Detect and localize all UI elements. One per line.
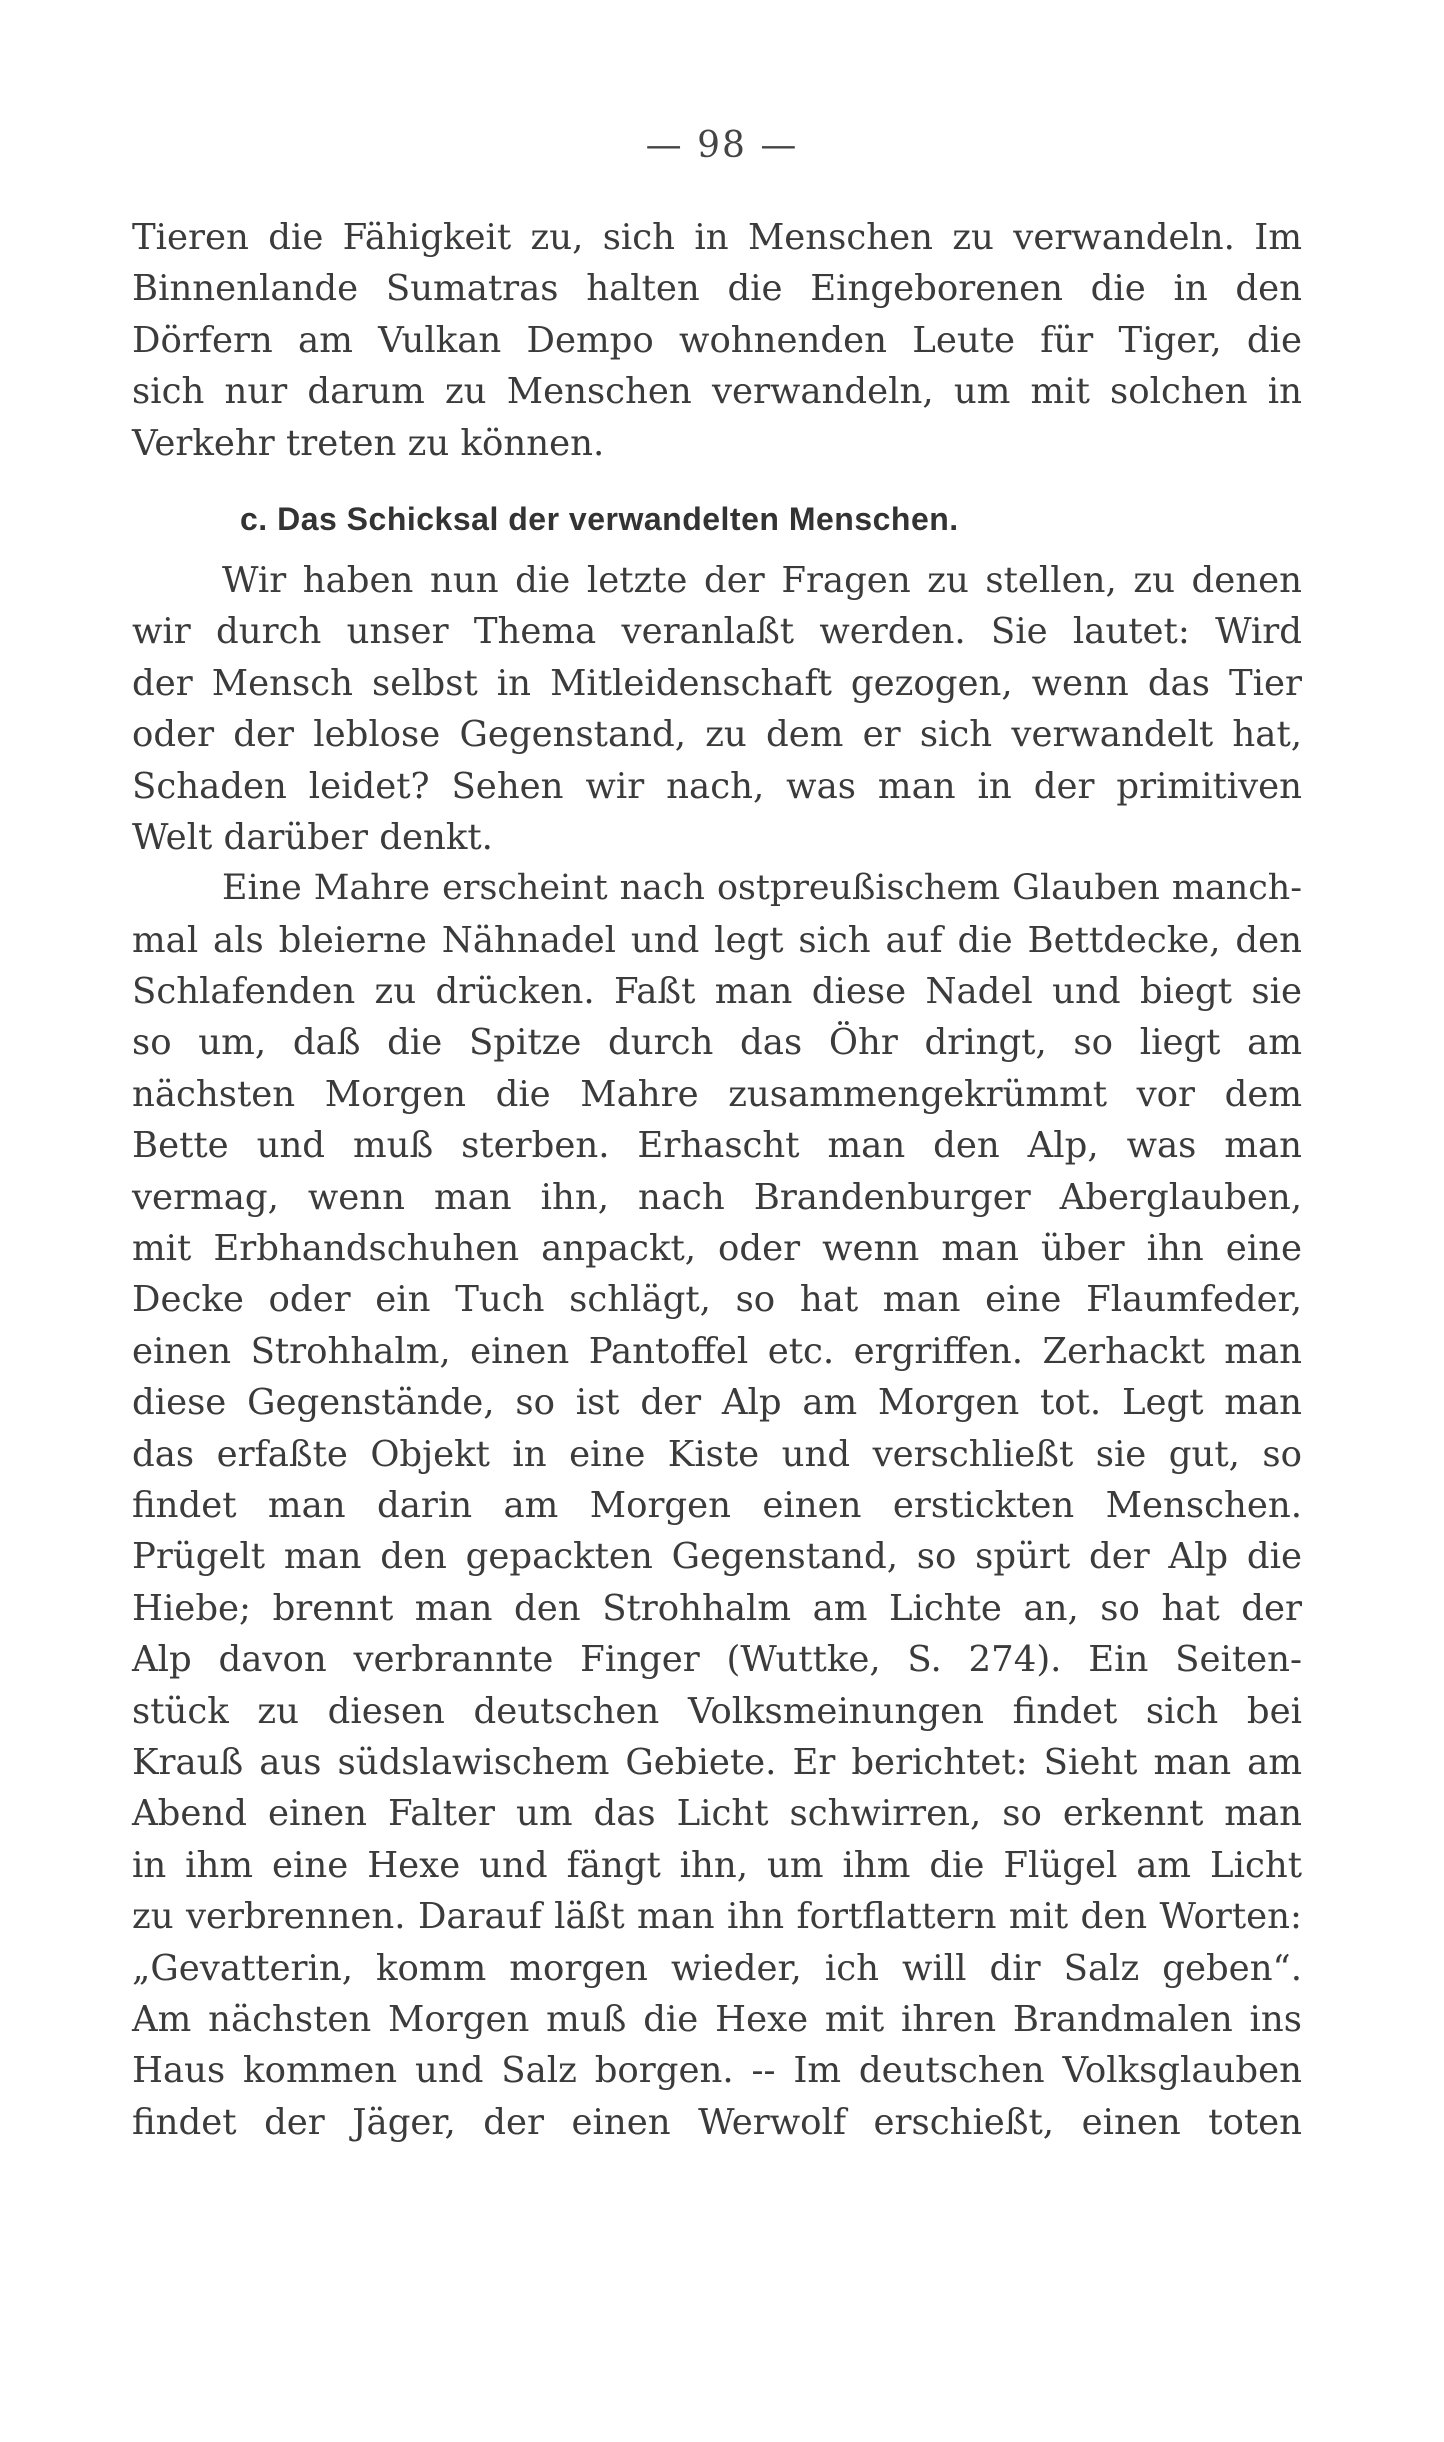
text-line: wir durch unser Thema veranlaßt werden. Sie lautet: Wird bbox=[132, 611, 1302, 653]
text-line: Schlafenden zu drücken. Faßt man diese Nadel und biegt sie bbox=[132, 971, 1302, 1013]
text-line: Abend einen Falter um das Licht schwirren, so erkennt man bbox=[132, 1793, 1302, 1835]
paragraph-1 bbox=[132, 212, 1302, 469]
text-line: Alp davon verbrannte Finger (Wuttke, S. 274). Ein Seiten- bbox=[132, 1639, 1302, 1681]
text-line: mit Erbhandschuhen anpackt, oder wenn man über ihn eine bbox=[132, 1228, 1302, 1270]
text-line: vermag, wenn man ihn, nach Brandenburger Aberglauben, bbox=[132, 1176, 1302, 1218]
text-line: Bette und muß sterben. Erhascht man den Alp, was man bbox=[132, 1125, 1302, 1167]
text-line: Dörfern am Vulkan Dempo wohnenden Leute für Tiger, die bbox=[132, 319, 1302, 361]
text-line: sich nur darum zu Menschen verwandeln, um mit solchen in bbox=[132, 371, 1302, 413]
text-line: Prügelt man den gepackten Gegenstand, so spürt der Alp die bbox=[132, 1536, 1302, 1578]
text-line: einen Strohhalm, einen Pantoffel etc. ergriffen. Zerhackt man bbox=[132, 1330, 1302, 1372]
text-line: Wir haben nun die letzte der Fragen zu stellen, zu denen bbox=[222, 559, 1302, 601]
text-line: Decke oder ein Tuch schlägt, so hat man eine Flaumfeder, bbox=[132, 1279, 1302, 1321]
text-line: der Mensch selbst in Mitleidenschaft gezogen, wenn das Tier bbox=[132, 662, 1302, 704]
text-line: diese Gegenstände, so ist der Alp am Morgen tot. Legt man bbox=[132, 1382, 1302, 1424]
page-number: — 98 — bbox=[645, 125, 799, 166]
text-line: Haus kommen und Salz borgen. -- Im deutschen Volksglauben bbox=[132, 2050, 1302, 2092]
text-line: Tieren die Fähigkeit zu, sich in Menschen zu verwandeln. Im bbox=[132, 217, 1302, 258]
text-line: Verkehr treten zu können. bbox=[132, 422, 605, 464]
text-line: oder der leblose Gegenstand, zu dem er sich verwandelt hat, bbox=[132, 714, 1302, 756]
text-line: zu verbrennen. Darauf läßt man ihn fortflattern mit den Worten: bbox=[132, 1896, 1302, 1938]
text-line: Eine Mahre erscheint nach ostpreußischem Glauben manch- bbox=[222, 868, 1302, 909]
paragraph-3 bbox=[132, 863, 1302, 2148]
text-line: Hiebe; brennt man den Strohhalm am Lichte an, so hat der bbox=[132, 1587, 1302, 1629]
text-line: stück zu diesen deutschen Volksmeinungen findet sich bei bbox=[132, 1690, 1302, 1732]
text-line: das erfaßte Objekt in eine Kiste und verschließt sie gut, so bbox=[132, 1433, 1302, 1475]
text-line: Krauß aus südslawischem Gebiete. Er berichtet: Sieht man am bbox=[132, 1741, 1302, 1783]
section-heading: c. Das Schicksal der verwandelten Menschen. bbox=[240, 500, 959, 537]
text-line: „Gevatterin, komm morgen wieder, ich will dir Salz geben“. bbox=[132, 1947, 1302, 1989]
text-line: so um, daß die Spitze durch das Öhr dringt, so liegt am bbox=[132, 1022, 1302, 1064]
body-text bbox=[132, 212, 1302, 2148]
text-line: Binnenlande Sumatras halten die Eingeborenen die in den bbox=[132, 268, 1302, 310]
text-line: mal als bleierne Nähnadel und legt sich auf die Bettdecke, den bbox=[132, 919, 1302, 961]
text-line: Am nächsten Morgen muß die Hexe mit ihren Brandmalen ins bbox=[132, 1998, 1302, 2040]
text-line: in ihm eine Hexe und fängt ihn, um ihm die Flügel am Licht bbox=[132, 1844, 1302, 1886]
text-line: findet man darin am Morgen einen erstickten Menschen. bbox=[132, 1484, 1302, 1526]
text-line: nächsten Morgen die Mahre zusammengekrümmt vor dem bbox=[132, 1073, 1302, 1115]
text-line: findet der Jäger, der einen Werwolf erschießt, einen toten bbox=[132, 2101, 1302, 2143]
paragraph-2 bbox=[132, 555, 1302, 863]
text-line: Schaden leidet? Sehen wir nach, was man in der primitiven bbox=[132, 765, 1302, 807]
text-line: Welt darüber denkt. bbox=[132, 816, 493, 858]
